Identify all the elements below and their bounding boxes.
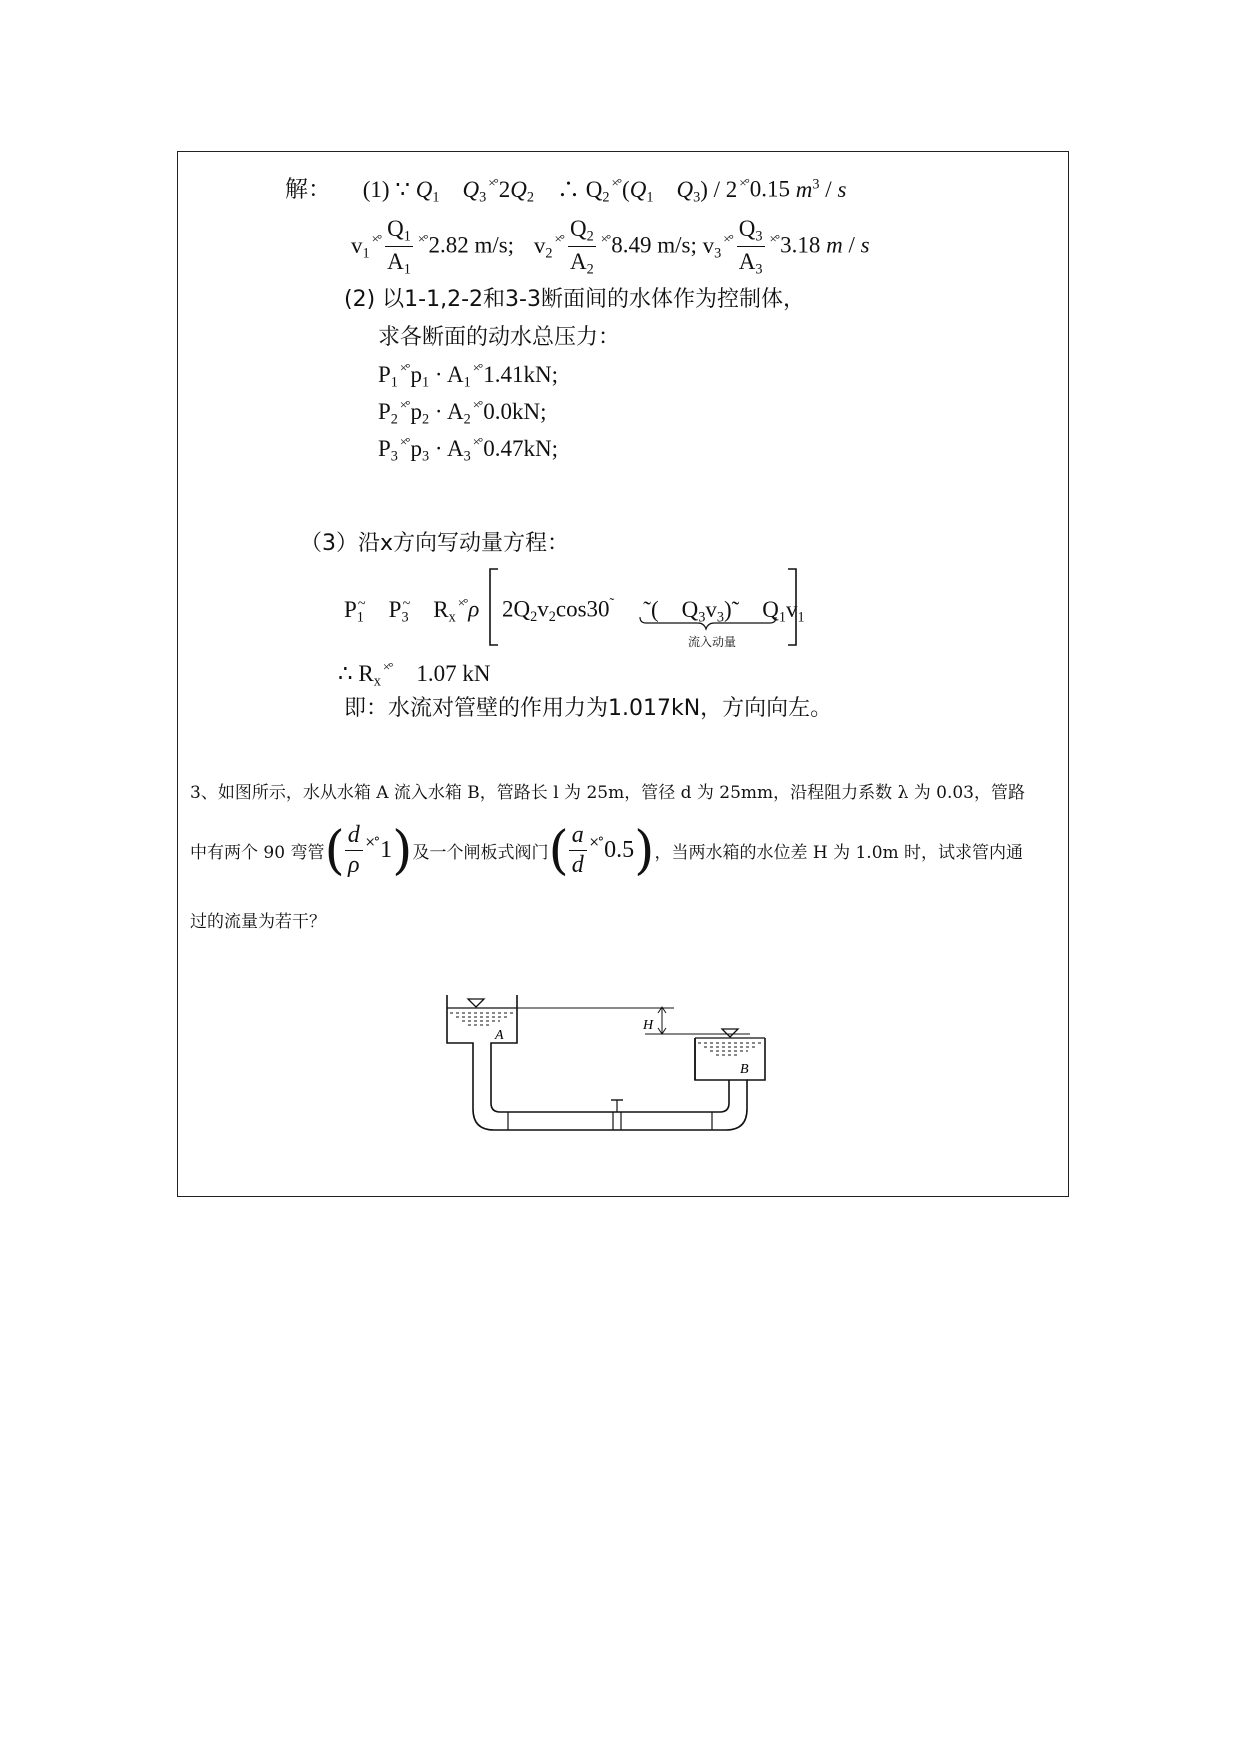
problem-line-3: 过的流量为若干？ xyxy=(190,912,326,932)
p3-value: 0.47kN; xyxy=(483,436,558,461)
v2-value: 8.49 m/s; xyxy=(611,232,697,258)
momentum-2q: 2Q xyxy=(502,596,531,622)
q2-value: 0.15 xyxy=(749,176,791,202)
p2-value: 0.0kN; xyxy=(483,399,547,424)
problem-line-2c: ，当两水箱的水位差 H 为 1.0m 时，试求管内通 xyxy=(654,843,1024,864)
step1-number: (1) xyxy=(362,176,390,202)
h-label: H xyxy=(643,1018,654,1033)
rx-result: ∴ $R_x^{\times^\circ}$ 1.07 kN xyxy=(338,659,491,690)
problem-line-2b: 及一个闸板式阀门 xyxy=(412,843,549,864)
velocity-line: $v_1^{\times^\circ}$ $\frac{Q_1}{A_1}$ ×°2.82 m/s; $v_2^{\times^\circ}$ $\frac{Q_2}{A_2}$ ×°8.49 m/s; $v_3^{\times^\circ}$ $\frac{Q_3}{A_3}$ ×°3.18 m / s xyxy=(351,216,870,278)
solution-label: 解： xyxy=(285,176,331,203)
step2-line-1: (2) 以1-1,2-2和3-3断面间的水体作为控制体， xyxy=(344,287,805,312)
frac1-val: 1 xyxy=(380,837,393,864)
momentum-equation: $P_1^\sim$ $P_3^\sim$ $R_x^{\times^\circ}\rho$ xyxy=(344,594,480,625)
p3-equation: $P_3^{\times^\circ}p_3 \cdot A_3^{\times^\circ}0.47kN$; xyxy=(378,434,558,465)
rx-value: 1.07 kN xyxy=(416,661,491,686)
tank-a-label: A xyxy=(495,1028,504,1043)
p2-equation: $P_2^{\times^\circ}p_2 \cdot A_2^{\times^\circ}0.0kN$; xyxy=(378,397,547,428)
p1-value: 1.41kN; xyxy=(483,362,558,387)
frac2-num: a xyxy=(569,823,587,851)
problem-line-2a: 中有两个 90 弯管 xyxy=(190,843,325,864)
problem-line-1: 3、如图所示，水从水箱 A 流入水箱 B，管路长 l 为 25m，管径 d 为 25mm，沿程阻力系数 λ 为 0.03，管路 xyxy=(190,783,1025,803)
conclusion: 即：水流对管壁的作用力为1.017kN，方向向左。 xyxy=(344,696,833,721)
step2-line-2: 求各断面的动水总压力： xyxy=(378,325,621,350)
solution-line-1: 解： (1) ∵ $Q_1$ $Q_3^{\times^\circ}2Q_2$ ∴ $Q_2^{\times^\circ}(Q_1$ $Q_3) / 2$ ×°0.15 $m^3$ / s xyxy=(285,174,847,205)
v3-value: 3.18 xyxy=(780,232,821,258)
tank-pipe-figure xyxy=(440,985,780,1135)
frac2-val: 0.5 xyxy=(604,837,635,864)
frac1-num: d xyxy=(345,823,363,851)
v1-value: 2.82 m/s; xyxy=(428,232,515,258)
tank-b-label: B xyxy=(740,1062,749,1077)
step3-heading: （3）沿x方向写动量方程： xyxy=(300,531,570,556)
problem-line-2: 中有两个 90 弯管 ( $\frac{d}{\rho}$ ×° 1 ) 及一个闸板式阀门 ( $\frac{a}{d}$ ×° 0.5 ) ，当两水箱的水位差 H 为 1.0m 时，试求管内通 xyxy=(190,820,1024,881)
frac1-den: ρ xyxy=(347,852,360,879)
frac2-den: d xyxy=(571,852,584,879)
momentum-inner: $2Q_2v_2\cos 30^˜$ ˜( $Q_3v_3)˜$ $Q_1v_1$ xyxy=(502,596,805,625)
brace-label: 流入动量 xyxy=(688,635,737,649)
p1-equation: $P_1^{\times^\circ}p_1 \cdot A_1^{\times^\circ}1.41kN$; xyxy=(378,360,558,391)
